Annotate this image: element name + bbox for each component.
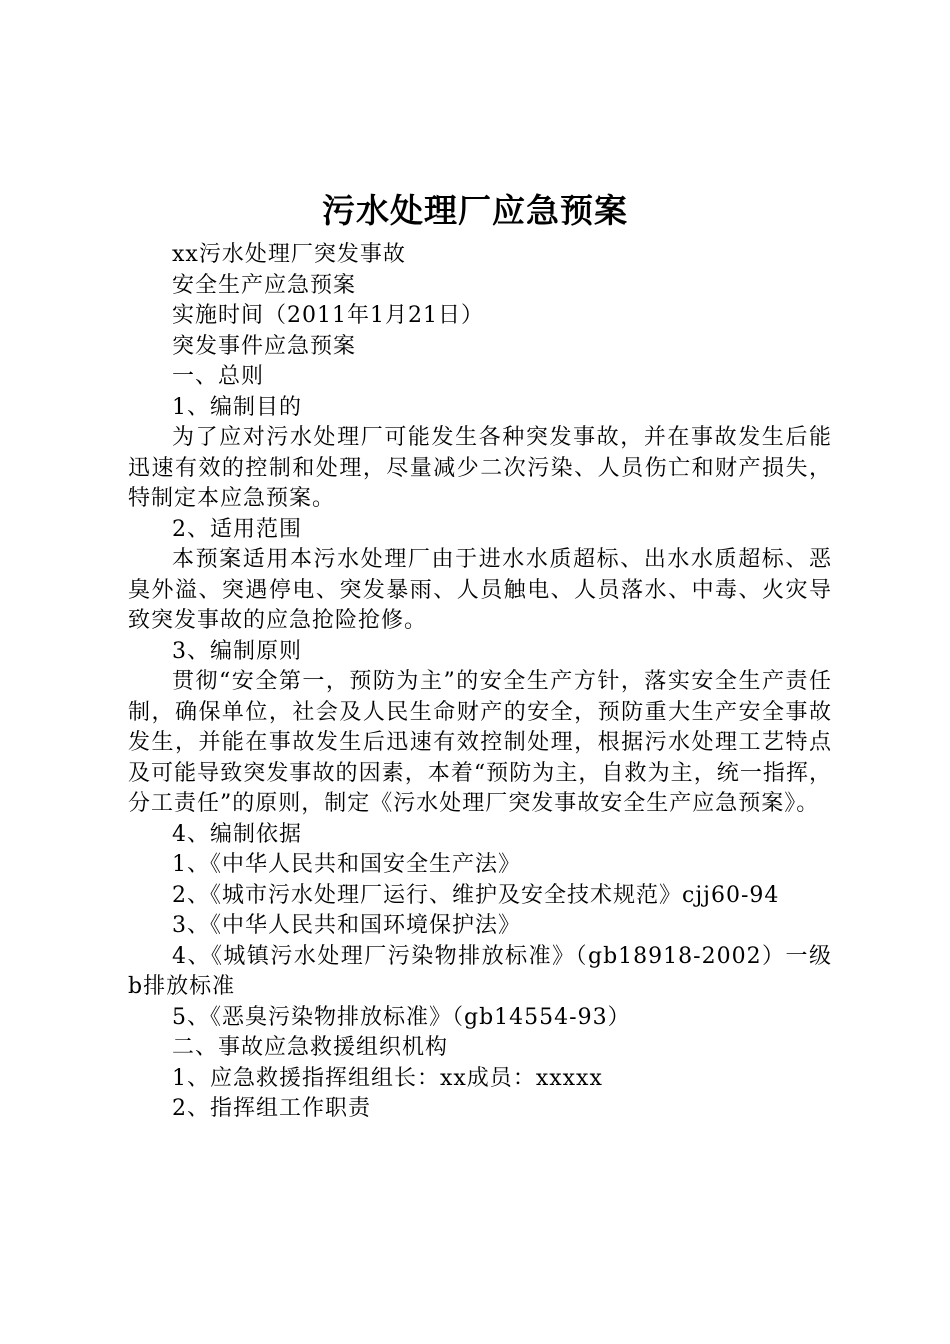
paragraph: 实施时间（2011年1月21日） — [172, 303, 484, 328]
subsection-heading: 4、编制依据 — [172, 821, 302, 847]
section-heading: 二、事故应急救援组织机构 — [172, 1035, 449, 1060]
paragraph: 突发事件应急预案 — [172, 333, 357, 359]
list-item: 5、《恶臭污染物排放标准》（gb14554-93） — [172, 1004, 631, 1030]
document-body — [128, 240, 832, 1125]
subsection-heading: 2、适用范围 — [172, 516, 302, 542]
list-item: 2、《城市污水处理厂运行、维护及安全技术规范》cjj60-94 — [172, 882, 780, 908]
paragraph: xx污水处理厂突发事故 — [172, 242, 406, 267]
section-heading: 一、总则 — [172, 364, 265, 389]
paragraph: 安全生产应急预案 — [172, 272, 357, 298]
subsection-heading: 3、编制原则 — [172, 638, 302, 664]
list-item: 1、《中华人民共和国安全生产法》 — [172, 852, 521, 877]
list-item: 1、应急救援指挥组组长：xx成员：xxxxx — [172, 1065, 603, 1091]
list-item: 4、《城镇污水处理厂污染物排放标准》（gb18918-2002）一级b排放标准 — [128, 943, 832, 999]
subsection-heading: 1、编制目的 — [172, 394, 302, 420]
paragraph: 贯彻“安全第一，预防为主”的安全生产方针，落实安全生产责任制，确保单位，社会及人民生命财产的安全，预防重大生产安全事故发生，并能在事故发生后迅速有效控制处理，根据污水处理工艺特点及可能导致突发事故的因素，本着“预防为主，自救为主，统一指挥，分工责任”的原则，制定《污水处理厂突发事故安全生产应急预案》。 — [128, 669, 832, 816]
document-title: 污水处理厂应急预案 — [322, 191, 628, 230]
paragraph: 为了应对污水处理厂可能发生各种突发事故，并在事故发生后能迅速有效的控制和处理，尽量减少二次污染、人员伤亡和财产损失，特制定本应急预案。 — [128, 425, 832, 511]
paragraph: 本预案适用本污水处理厂由于进水水质超标、出水水质超标、恶臭外溢、突遇停电、突发暴雨、人员触电、人员落水、中毒、火灾导致突发事故的应急抢险抢修。 — [128, 547, 832, 633]
list-item: 2、指挥组工作职责 — [172, 1096, 371, 1121]
list-item: 3、《中华人民共和国环境保护法》 — [172, 913, 521, 938]
